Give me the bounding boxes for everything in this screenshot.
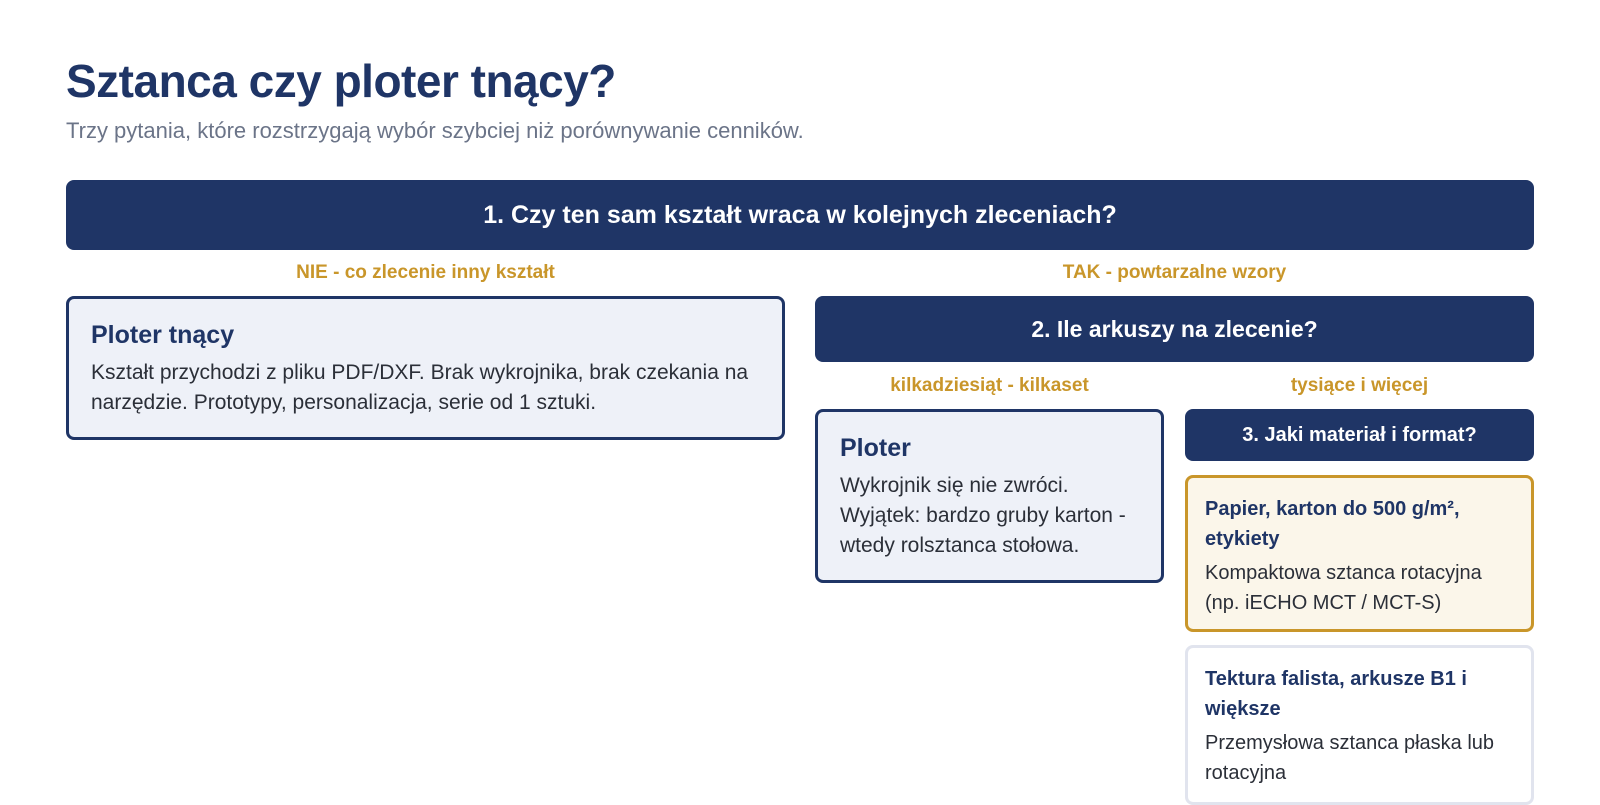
result-text: Przemysłowa sztanca płaska lub rotacyjna [1205,732,1495,784]
result-text: Kompaktowa sztanca rotacyjna (np. iECHO MCT / MCT-S) [1205,562,1482,614]
page-title: Sztanca czy ploter tnący? [66,55,616,107]
decision-diagram [66,0,1534,800]
branch-label-many: tysiące i więcej [1290,375,1429,396]
question-1-bar: 1. Czy ten sam kształt wraca w kolejnych zleceniach? [66,180,1534,250]
result-card-tektura [1185,645,1534,805]
result-card-ploter [815,409,1164,583]
page-subtitle: Trzy pytania, które rozstrzygają wybór szybciej niż porównywanie cenników. [66,118,804,143]
result-title: Ploter [840,434,911,462]
result-text: Kształt przychodzi z pliku PDF/DXF. Brak wykrojnika, brak czekania na narzędzie. Prototypy, personalizacja, serie od 1 sztuki. [91,361,749,414]
result-card-ploter-tnacy [66,296,785,440]
question-2-bar: 2. Ile arkuszy na zlecenie? [815,296,1534,362]
question-3-bar: 3. Jaki materiał i format? [1185,409,1534,461]
result-title: Papier, karton do 500 g/m², etykiety [1205,498,1460,550]
result-text: Wykrojnik się nie zwróci. Wyjątek: bardzo gruby karton - wtedy rolsztanca stołowa. [840,474,1126,557]
branch-label-few: kilkadziesiąt - kilkaset [890,375,1089,396]
result-title: Tektura falista, arkusze B1 i większe [1205,668,1467,720]
branch-label-no: NIE - co zlecenie inny kształt [296,262,555,283]
result-title: Ploter tnący [91,321,235,349]
result-card-papier [1185,475,1534,632]
branch-label-yes: TAK - powtarzalne wzory [1062,262,1287,283]
